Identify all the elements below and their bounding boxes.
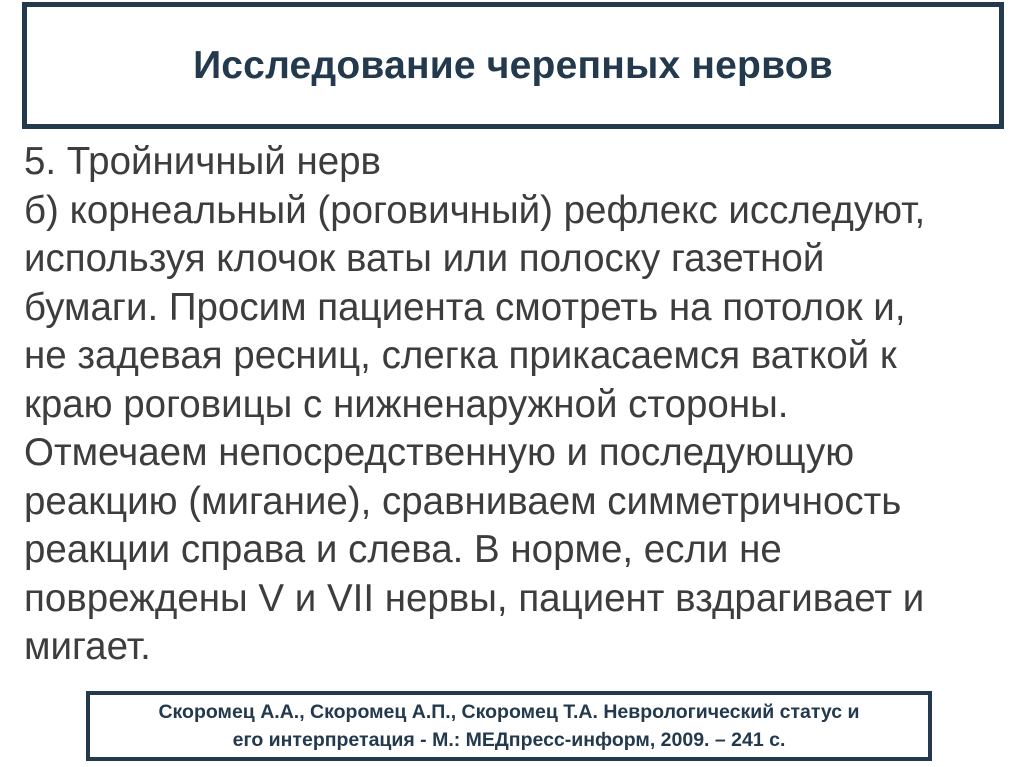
body-line: используя клочок ваты или полоску газетной: [24, 237, 825, 280]
title-frame: [22, 2, 1004, 129]
body-line: краю роговицы с нижненаружной стороны.: [24, 382, 789, 426]
reference-frame: [86, 691, 932, 761]
body-line: реакцию (мигание), сравниваем симметричность: [24, 479, 902, 523]
reference-line-1: Скоромец А.А., Скоромец А.П., Скоромец Т.А. Неврологический статус и: [158, 701, 860, 723]
body-line: реакции справа и слева. В норме, если не: [24, 528, 782, 571]
body-line: мигает.: [24, 625, 151, 668]
body-line: Отмечаем непосредственную и последующую: [24, 431, 855, 474]
slide-title: Исследование черепных нервов: [193, 43, 833, 87]
body-line: 5. Тройничный нерв: [24, 140, 381, 183]
body-line: б) корнеальный (роговичный) рефлекс исследуют,: [24, 188, 926, 232]
body-line: не задевая ресниц, слегка прикасаемся ваткой к: [24, 334, 897, 377]
slide-body: [24, 138, 1009, 672]
body-line: бумаги. Просим пациента смотреть на потолок и,: [24, 285, 906, 329]
body-line: повреждены V и VII нервы, пациент вздрагивает и: [24, 576, 925, 620]
reference-line-2: его интерпретация - М.: МЕДпресс-информ, 2009. – 241 с.: [232, 729, 786, 751]
